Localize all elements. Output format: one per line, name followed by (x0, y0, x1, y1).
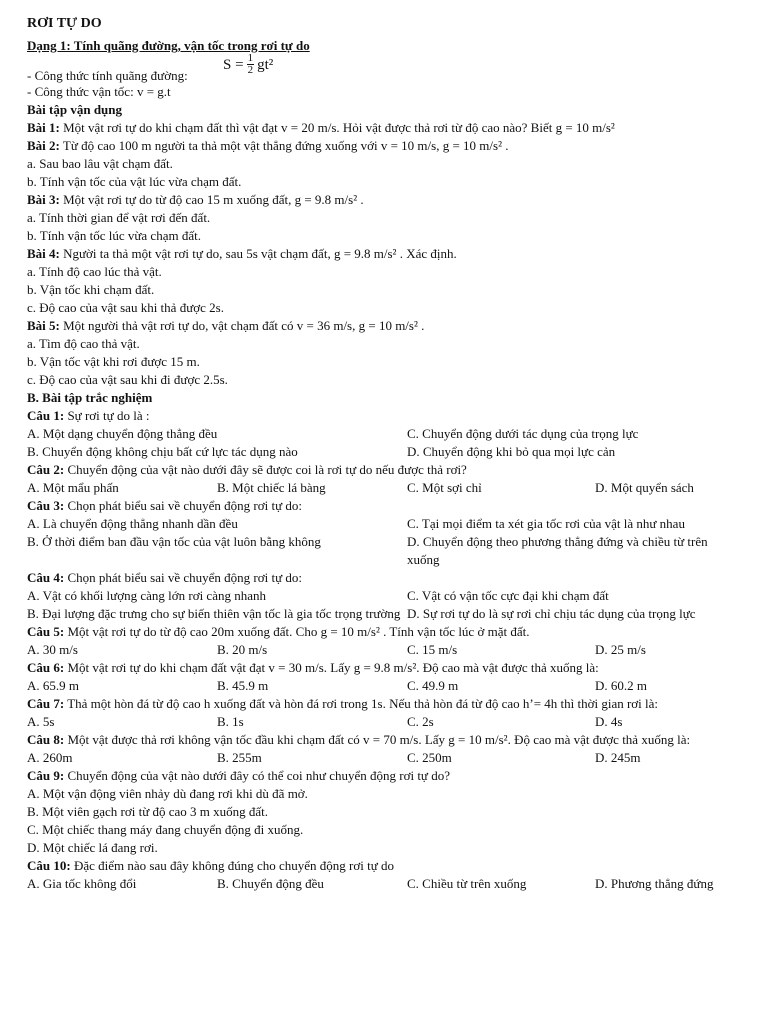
option-a: A. Gia tốc không đổi (27, 876, 137, 891)
exercise-line: c. Độ cao của vật sau khi đi được 2.5s. (27, 372, 228, 387)
option-b: B. Đại lượng đặc trưng cho sự biến thiên vận tốc là gia tốc trọng trường (27, 606, 401, 621)
document-page (27, 14, 743, 893)
exercise-line: a. Tính thời gian để vật rơi đến đất. (27, 210, 211, 225)
option-d: D. Phương thẳng đứng (595, 876, 714, 891)
options-row (27, 641, 743, 659)
exercise-line: a. Tính độ cao lúc thả vật. (27, 264, 162, 279)
option-b: B. 20 m/s (217, 642, 268, 657)
velocity-formula: - Công thức vận tốc: v = g.t (27, 84, 171, 99)
exercise-line: Bài 4: Người ta thả một vật rơi tự do, sau 5s vật chạm đất, g = 9.8 m/s² . Xác định. (27, 246, 457, 261)
option-c: C. Chuyển động dưới tác dụng của trọng lực (407, 426, 639, 441)
option-d: D. 25 m/s (595, 642, 646, 657)
options-row (27, 443, 743, 461)
option-a: A. 65.9 m (27, 678, 79, 693)
distance-formula: S = $\frac{1}{2}$ gt² (223, 52, 274, 76)
question-10: Câu 10: Đặc điểm nào sau đây không đúng cho chuyển động rơi tự do (27, 858, 395, 873)
exercise-line: b. Vận tốc khi chạm đất. (27, 282, 155, 297)
option-c: C. Vật có vận tốc cực đại khi chạm đất (407, 588, 609, 603)
option-d: D. 4s (595, 714, 623, 729)
question-5: Câu 5: Một vật rơi tự do từ độ cao 20m xuống đất. Cho g = 10 m/s² . Tính vận tốc lúc ở mặt đất. (27, 624, 530, 639)
options-row (27, 875, 743, 893)
exercise-line: b. Tính vận tốc lúc vừa chạm đất. (27, 228, 201, 243)
options-row (27, 515, 743, 533)
options-row (27, 677, 743, 695)
option-b: B. 1s (217, 714, 244, 729)
options-row (27, 533, 743, 569)
exercise-line: b. Vận tốc vật khi rơi được 15 m. (27, 354, 200, 369)
question-3: Câu 3: Chọn phát biểu sai về chuyển động rơi tự do: (27, 498, 302, 513)
option-c: C. Chiều từ trên xuống (407, 876, 527, 891)
option-b: B. 255m (217, 750, 262, 765)
exercise-line: a. Tìm độ cao thả vật. (27, 336, 140, 351)
option-d: D. Sự rơi tự do là sự rơi chỉ chịu tác dụng của trọng lực (407, 606, 696, 621)
option-d: D. Một chiếc lá đang rơi. (27, 840, 158, 855)
option-b: B. Một viên gạch rơi từ độ cao 3 m xuống đất. (27, 804, 269, 819)
option-d: D. 60.2 m (595, 678, 647, 693)
fraction: $\frac{1}{2}$ (247, 52, 254, 76)
option-b: B. Chuyển động không chịu bất cứ lực tác dụng nào (27, 444, 298, 459)
exercise-line: a. Sau bao lâu vật chạm đất. (27, 156, 173, 171)
option-c: C. 15 m/s (407, 642, 458, 657)
options-row (27, 425, 743, 443)
option-a: A. Một vận động viên nhảy dù đang rơi khi dù đã mở. (27, 786, 308, 801)
option-d: D. Một quyển sách (595, 480, 694, 495)
question-6: Câu 6: Một vật rơi tự do khi chạm đất vật đạt v = 30 m/s. Lấy g = 9.8 m/s². Độ cao mà vật được thả xuống là: (27, 660, 599, 675)
option-c: C. 2s (407, 714, 434, 729)
exercise-list (27, 119, 743, 389)
exercise-line: Bài 1: Một vật rơi tự do khi chạm đất thì vật đạt v = 20 m/s. Hỏi vật được thả rơi từ độ cao nào? Biết g = 10 m/s² (27, 120, 615, 135)
option-a: A. 30 m/s (27, 642, 78, 657)
exercise-line: b. Tính vận tốc của vật lúc vừa chạm đất. (27, 174, 242, 189)
options-row (27, 479, 743, 497)
question-9: Câu 9: Chuyển động của vật nào dưới đây có thể coi như chuyển động rơi tự do? (27, 768, 451, 783)
mc-header: B. Bài tập trắc nghiệm (27, 390, 153, 405)
formula-label: - Công thức tính quãng đường: (27, 68, 188, 83)
options-row (27, 605, 743, 623)
section-heading: Dạng 1: Tính quãng đường, vận tốc trong rơi tự do (27, 38, 310, 53)
question-7: Câu 7: Thả một hòn đá từ độ cao h xuống đất và hòn đá rơi trong 1s. Nếu thả hòn đá từ độ cao h’= 4h thì thời gian rơi là: (27, 696, 659, 711)
question-4: Câu 4: Chọn phát biểu sai về chuyển động rơi tự do: (27, 570, 302, 585)
option-a: A. 260m (27, 750, 73, 765)
exercise-line: Bài 5: Một người thả vật rơi tự do, vật chạm đất có v = 36 m/s, g = 10 m/s² . (27, 318, 425, 333)
option-c: C. 49.9 m (407, 678, 459, 693)
option-a: A. Một dạng chuyển động thẳng đều (27, 426, 218, 441)
option-c: C. Một chiếc thang máy đang chuyển động đi xuống. (27, 822, 304, 837)
question-2: Câu 2: Chuyển động của vật nào dưới đây sẽ được coi là rơi tự do nếu được thả rơi? (27, 462, 467, 477)
exercise-line: Bài 3: Một vật rơi tự do từ độ cao 15 m xuống đất, g = 9.8 m/s² . (27, 192, 364, 207)
applied-header: Bài tập vận dụng (27, 102, 123, 117)
exercise-line: Bài 2: Từ độ cao 100 m người ta thả một vật thẳng đứng xuống với v = 10 m/s, g = 10 m/s² . (27, 138, 509, 153)
option-a: A. Một mẩu phấn (27, 480, 119, 495)
option-c: C. Một sợi chỉ (407, 480, 482, 495)
option-b: B. 45.9 m (217, 678, 269, 693)
option-b: B. Ở thời điểm ban đầu vận tốc của vật luôn bằng không (27, 534, 321, 549)
option-a: A. 5s (27, 714, 55, 729)
options-row (27, 749, 743, 767)
option-a: A. Là chuyển động thẳng nhanh dần đều (27, 516, 238, 531)
option-d: D. 245m (595, 750, 641, 765)
option-b: B. Một chiếc lá bàng (217, 480, 326, 495)
question-8: Câu 8: Một vật được thả rơi không vận tốc đầu khi chạm đất có v = 70 m/s. Lấy g = 10 m/s². Độ cao mà vật được thả xuống là: (27, 732, 691, 747)
options-row (27, 587, 743, 605)
option-c: C. Tại mọi điểm ta xét gia tốc rơi của vật là như nhau (407, 516, 685, 531)
option-a: A. Vật có khối lượng càng lớn rơi càng nhanh (27, 588, 266, 603)
distance-formula-line (27, 52, 743, 83)
options-row (27, 713, 743, 731)
option-c: C. 250m (407, 750, 452, 765)
option-d: D. Chuyển động khi bỏ qua mọi lực cản (407, 444, 616, 459)
exercise-line: c. Độ cao của vật sau khi thả được 2s. (27, 300, 224, 315)
option-d: D. Chuyển động theo phương thẳng đứng và chiều từ trên xuống (407, 534, 708, 567)
option-b: B. Chuyển động đều (217, 876, 324, 891)
question-1: Câu 1: Sự rơi tự do là : (27, 408, 150, 423)
page-title: RƠI TỰ DO (27, 16, 102, 31)
